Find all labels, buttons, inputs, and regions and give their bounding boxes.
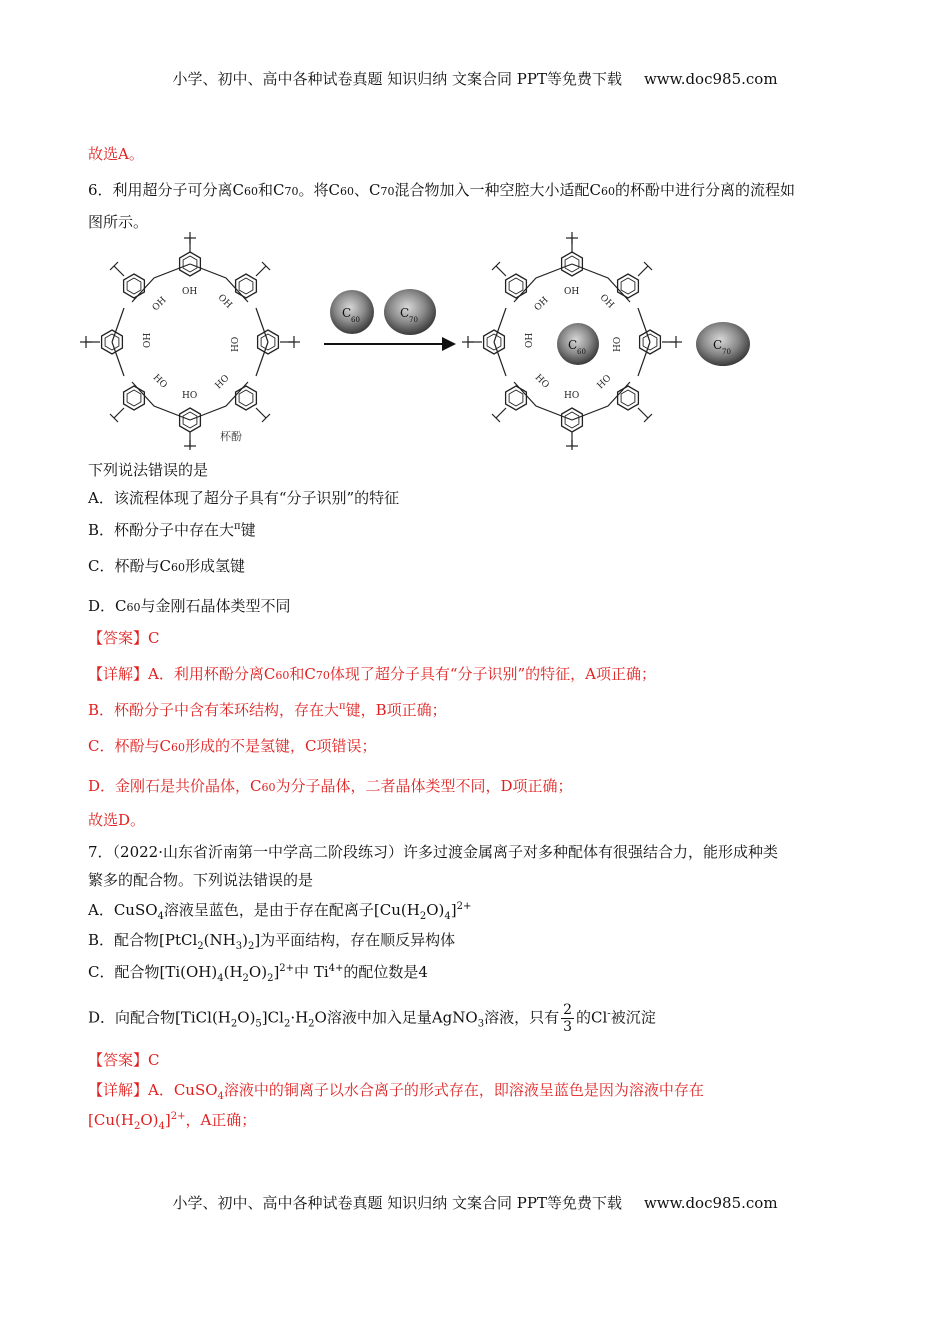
sup-minus: -: [607, 1008, 611, 1020]
q7-option-c-text3: O): [248, 963, 268, 981]
q7-answer: 【答案】C: [88, 1051, 160, 1069]
sub-5: 5: [255, 1018, 262, 1030]
sub-2: 2: [133, 1121, 141, 1132]
c70-sub: 70: [284, 185, 299, 198]
fraction-denominator: 3: [563, 1019, 573, 1035]
q6-stem-line1: [88, 180, 795, 202]
ball-c70-input: [384, 289, 436, 335]
c70-symbol: C: [273, 181, 285, 199]
q7-option-d-text4: ·H: [290, 1008, 309, 1027]
sub-4: 4: [444, 911, 451, 922]
ho-label: HO: [182, 391, 198, 401]
q7-option-c-text6: 的配位数是4: [343, 963, 428, 981]
q7-option-d-text6: 溶液，只有: [484, 1008, 560, 1027]
oh-label: OH: [564, 287, 580, 297]
q6-detail-d: [88, 776, 573, 798]
sub-4: 4: [217, 973, 224, 984]
footer-site: www.doc985.com: [643, 1194, 778, 1212]
q6-stem-line2: 图所示。: [88, 213, 149, 231]
c60-sub: 60: [126, 601, 141, 614]
ball-c60-sub: 60: [577, 348, 586, 356]
ball-c60-text: C: [342, 306, 352, 320]
q7-option-d-text7: 的Cl: [576, 1008, 608, 1027]
ho-label: HO: [532, 372, 551, 391]
q6-stem-text3: 混合物加入一种空腔大小适配: [394, 181, 590, 199]
q6-detail-b-text2: 键，B项正确；: [345, 701, 447, 719]
oh-label: OH: [150, 295, 169, 314]
sub-2: 2: [247, 941, 255, 952]
c70-symbol: C: [369, 181, 381, 199]
c60-symbol: C: [159, 557, 171, 575]
oh-label: OH: [215, 292, 234, 311]
q7-option-b-text: B．配合物[PtCl: [88, 931, 198, 949]
c60-symbol: C: [159, 737, 171, 755]
c60-symbol: C: [115, 597, 127, 615]
q7-detail-a-text5: ]: [164, 1111, 171, 1129]
ball-c70-output: [696, 322, 750, 366]
q6-detail-c: [88, 736, 376, 758]
q7-option-b: [88, 930, 455, 950]
sub-3: 3: [235, 941, 243, 952]
q7-option-a-text4: ]: [450, 901, 457, 919]
sub-4: 4: [217, 1091, 224, 1102]
q6-detail-a-text: 【详解】A．利用杯酚分离: [88, 665, 264, 683]
ball-c60-in-cavity: [557, 323, 599, 365]
ho-label: HO: [231, 336, 241, 352]
q6-answer: 【答案】C: [88, 629, 160, 647]
page-header: [0, 68, 950, 89]
c60-symbol: C: [250, 777, 262, 795]
page-footer: [0, 1192, 950, 1213]
ball-c70-text: C: [713, 338, 723, 352]
ho-label: HO: [595, 373, 614, 392]
q6-option-c-text2: 形成氢键: [184, 557, 245, 575]
c70-symbol: C: [304, 665, 316, 683]
ho-label: HO: [564, 391, 580, 401]
ho-label: HO: [150, 372, 169, 391]
ball-c70-text: C: [400, 306, 410, 320]
header-site: www.doc985.com: [643, 70, 778, 88]
q6-detail-b-text: B．杯酚分子中含有苯环结构，存在大: [88, 701, 340, 719]
pi-symbol: π: [339, 701, 346, 712]
sub-2: 2: [308, 1018, 315, 1030]
sub-4: 4: [158, 1121, 165, 1132]
ho-label: HO: [613, 336, 623, 352]
c70-sub: 70: [380, 185, 395, 198]
q6-detail-a: [88, 664, 656, 686]
q7-option-d-text8: 被沉淀: [610, 1008, 656, 1027]
sub-2: 2: [197, 941, 204, 952]
sub-2: 2: [242, 973, 249, 984]
q7-detail-a-text6: ，A正确；: [185, 1111, 257, 1129]
q6-option-d: [88, 596, 291, 618]
c60-symbol: C: [589, 181, 602, 199]
c60-symbol: C: [263, 665, 276, 683]
sub-2: 2: [267, 973, 274, 984]
q6-option-b-text: B．杯酚分子中存在大: [88, 521, 235, 539]
pi-symbol: π: [234, 521, 241, 532]
ball-c70-sub: 70: [409, 316, 418, 324]
q7-option-b-text2: (NH: [203, 931, 236, 949]
oh-label: OH: [143, 332, 153, 348]
q7-option-d-text: D．向配合物[TiCl(H: [88, 1008, 231, 1027]
q7-option-c-text5: 中 Ti: [294, 963, 329, 981]
calixarene-left: [80, 232, 300, 450]
q7-option-c-text2: (H: [223, 963, 243, 981]
ball-c60-sub: 60: [351, 316, 360, 324]
q7-option-a-text: A．CuSO: [88, 901, 158, 919]
q6-option-d-text: D．: [88, 597, 116, 615]
sub-2: 2: [283, 1018, 291, 1030]
q6-option-d-text2: 与金刚石晶体类型不同: [140, 597, 291, 615]
q6-choice: 故选D。: [88, 811, 146, 829]
q7-option-d-text3: ]Cl: [261, 1008, 284, 1027]
q6-option-b-text2: 键: [240, 521, 256, 539]
q7-option-a: [88, 900, 471, 920]
q7-option-c-text: C．配合物[Ti(OH): [88, 963, 218, 981]
c60-symbol: C: [328, 181, 341, 199]
sup-2plus: 2+: [279, 963, 295, 974]
ball-c60-input: [330, 290, 374, 334]
q6-and: 和: [289, 665, 305, 683]
q7-option-b-text3: ): [242, 931, 248, 949]
calixarene-separation-figure: [80, 232, 780, 450]
oh-label: OH: [182, 287, 198, 297]
header-text: 小学、初中、高中各种试卷真题 知识归纳 文案合同 PPT等免费下载: [172, 70, 622, 88]
q6-and: 和: [258, 181, 274, 199]
sup-2plus: 2+: [456, 901, 472, 912]
prev-choice: 故选A。: [88, 145, 144, 163]
oh-label: OH: [597, 292, 616, 311]
c60-sub: 60: [601, 185, 616, 198]
q6-detail-a-text2: 体现了超分子具有“分子识别”的特征，A项正确；: [329, 665, 656, 683]
q6-detail-d-text2: 为分子晶体，二者晶体类型不同，D项正确；: [275, 777, 573, 795]
q6-detail-d-text: D．金刚石是共价晶体，: [88, 777, 251, 795]
q7-detail-a-text3: [Cu(H: [88, 1111, 134, 1129]
c60-sub: 60: [261, 781, 276, 794]
q6-prompt: 下列说法错误的是: [88, 461, 209, 479]
oh-label: OH: [525, 332, 535, 348]
q7-detail-a-text: 【详解】A．CuSO: [88, 1081, 218, 1099]
q7-option-d: [88, 1002, 656, 1035]
sub-2: 2: [230, 1018, 238, 1030]
q6-option-c-text: C．杯酚与: [88, 557, 160, 575]
q7-detail-a-text4: O): [140, 1111, 159, 1129]
fraction-two-thirds: [561, 1002, 574, 1035]
calixarene-right: [462, 232, 682, 450]
q7-option-d-text2: O): [237, 1008, 256, 1027]
c60-sub: 60: [170, 561, 185, 574]
q6-detail-c-text2: 形成的不是氢键，C项错误；: [184, 737, 377, 755]
q6-detail-b: [88, 700, 447, 720]
q7-option-c: [88, 962, 428, 982]
sub-3: 3: [477, 1018, 485, 1030]
q6-option-c: [88, 556, 245, 578]
q7-detail-a-line1: [88, 1080, 704, 1100]
sub-2: 2: [419, 911, 427, 922]
q6-stem-text4: 的杯酚中进行分离的流程如: [615, 181, 796, 199]
fraction-numerator: 2: [563, 1002, 573, 1018]
process-arrow: [324, 337, 456, 351]
c60-symbol: C: [232, 181, 245, 199]
q6-option-a: A．该流程体现了超分子具有“分子识别”的特征: [88, 489, 400, 507]
q6-stem-text: 6．利用超分子可分离: [88, 181, 233, 199]
footer-text: 小学、初中、高中各种试卷真题 知识归纳 文案合同 PPT等免费下载: [172, 1194, 622, 1212]
ho-label: HO: [213, 373, 232, 392]
q7-detail-a-line2: [88, 1110, 256, 1130]
c60-sub: 60: [170, 741, 185, 754]
c70-sub: 70: [315, 669, 330, 682]
q7-detail-a-text2: 溶液中的铜离子以水合离子的形式存在，即溶液呈蓝色是因为溶液中存在: [223, 1081, 704, 1099]
q7-option-b-text4: ]为平面结构，存在顺反异构体: [254, 931, 456, 949]
q7-stem-line2: 繁多的配合物。下列说法错误的是: [88, 871, 314, 889]
calixarene-label: 杯酚: [220, 430, 242, 443]
q6-option-b: [88, 520, 256, 540]
sup-4plus: 4+: [328, 963, 344, 974]
q7-stem-line1: 7．（2022·山东省沂南第一中学高二阶段练习）许多过渡金属离子对多种配体有很强结合力，能形成种类: [88, 843, 778, 861]
q6-detail-c-text: C．杯酚与: [88, 737, 160, 755]
q7-option-d-text5: O溶液中加入足量AgNO: [314, 1008, 478, 1027]
ball-c60-text: C: [568, 338, 578, 352]
q7-option-a-text3: O): [426, 901, 445, 919]
c60-sub: 60: [244, 185, 259, 198]
c60-sub: 60: [340, 185, 355, 198]
q6-comma: 、: [354, 181, 370, 199]
q6-stem-text2: 。将: [298, 181, 329, 199]
c60-sub: 60: [275, 669, 290, 682]
ball-c70-sub: 70: [722, 348, 731, 356]
q7-option-a-text2: 溶液呈蓝色，是由于存在配离子[Cu(H: [163, 901, 420, 919]
oh-label: OH: [532, 295, 551, 314]
sup-2plus: 2+: [170, 1111, 186, 1122]
sub-4: 4: [157, 911, 164, 922]
q7-option-c-text4: ]: [273, 963, 280, 981]
